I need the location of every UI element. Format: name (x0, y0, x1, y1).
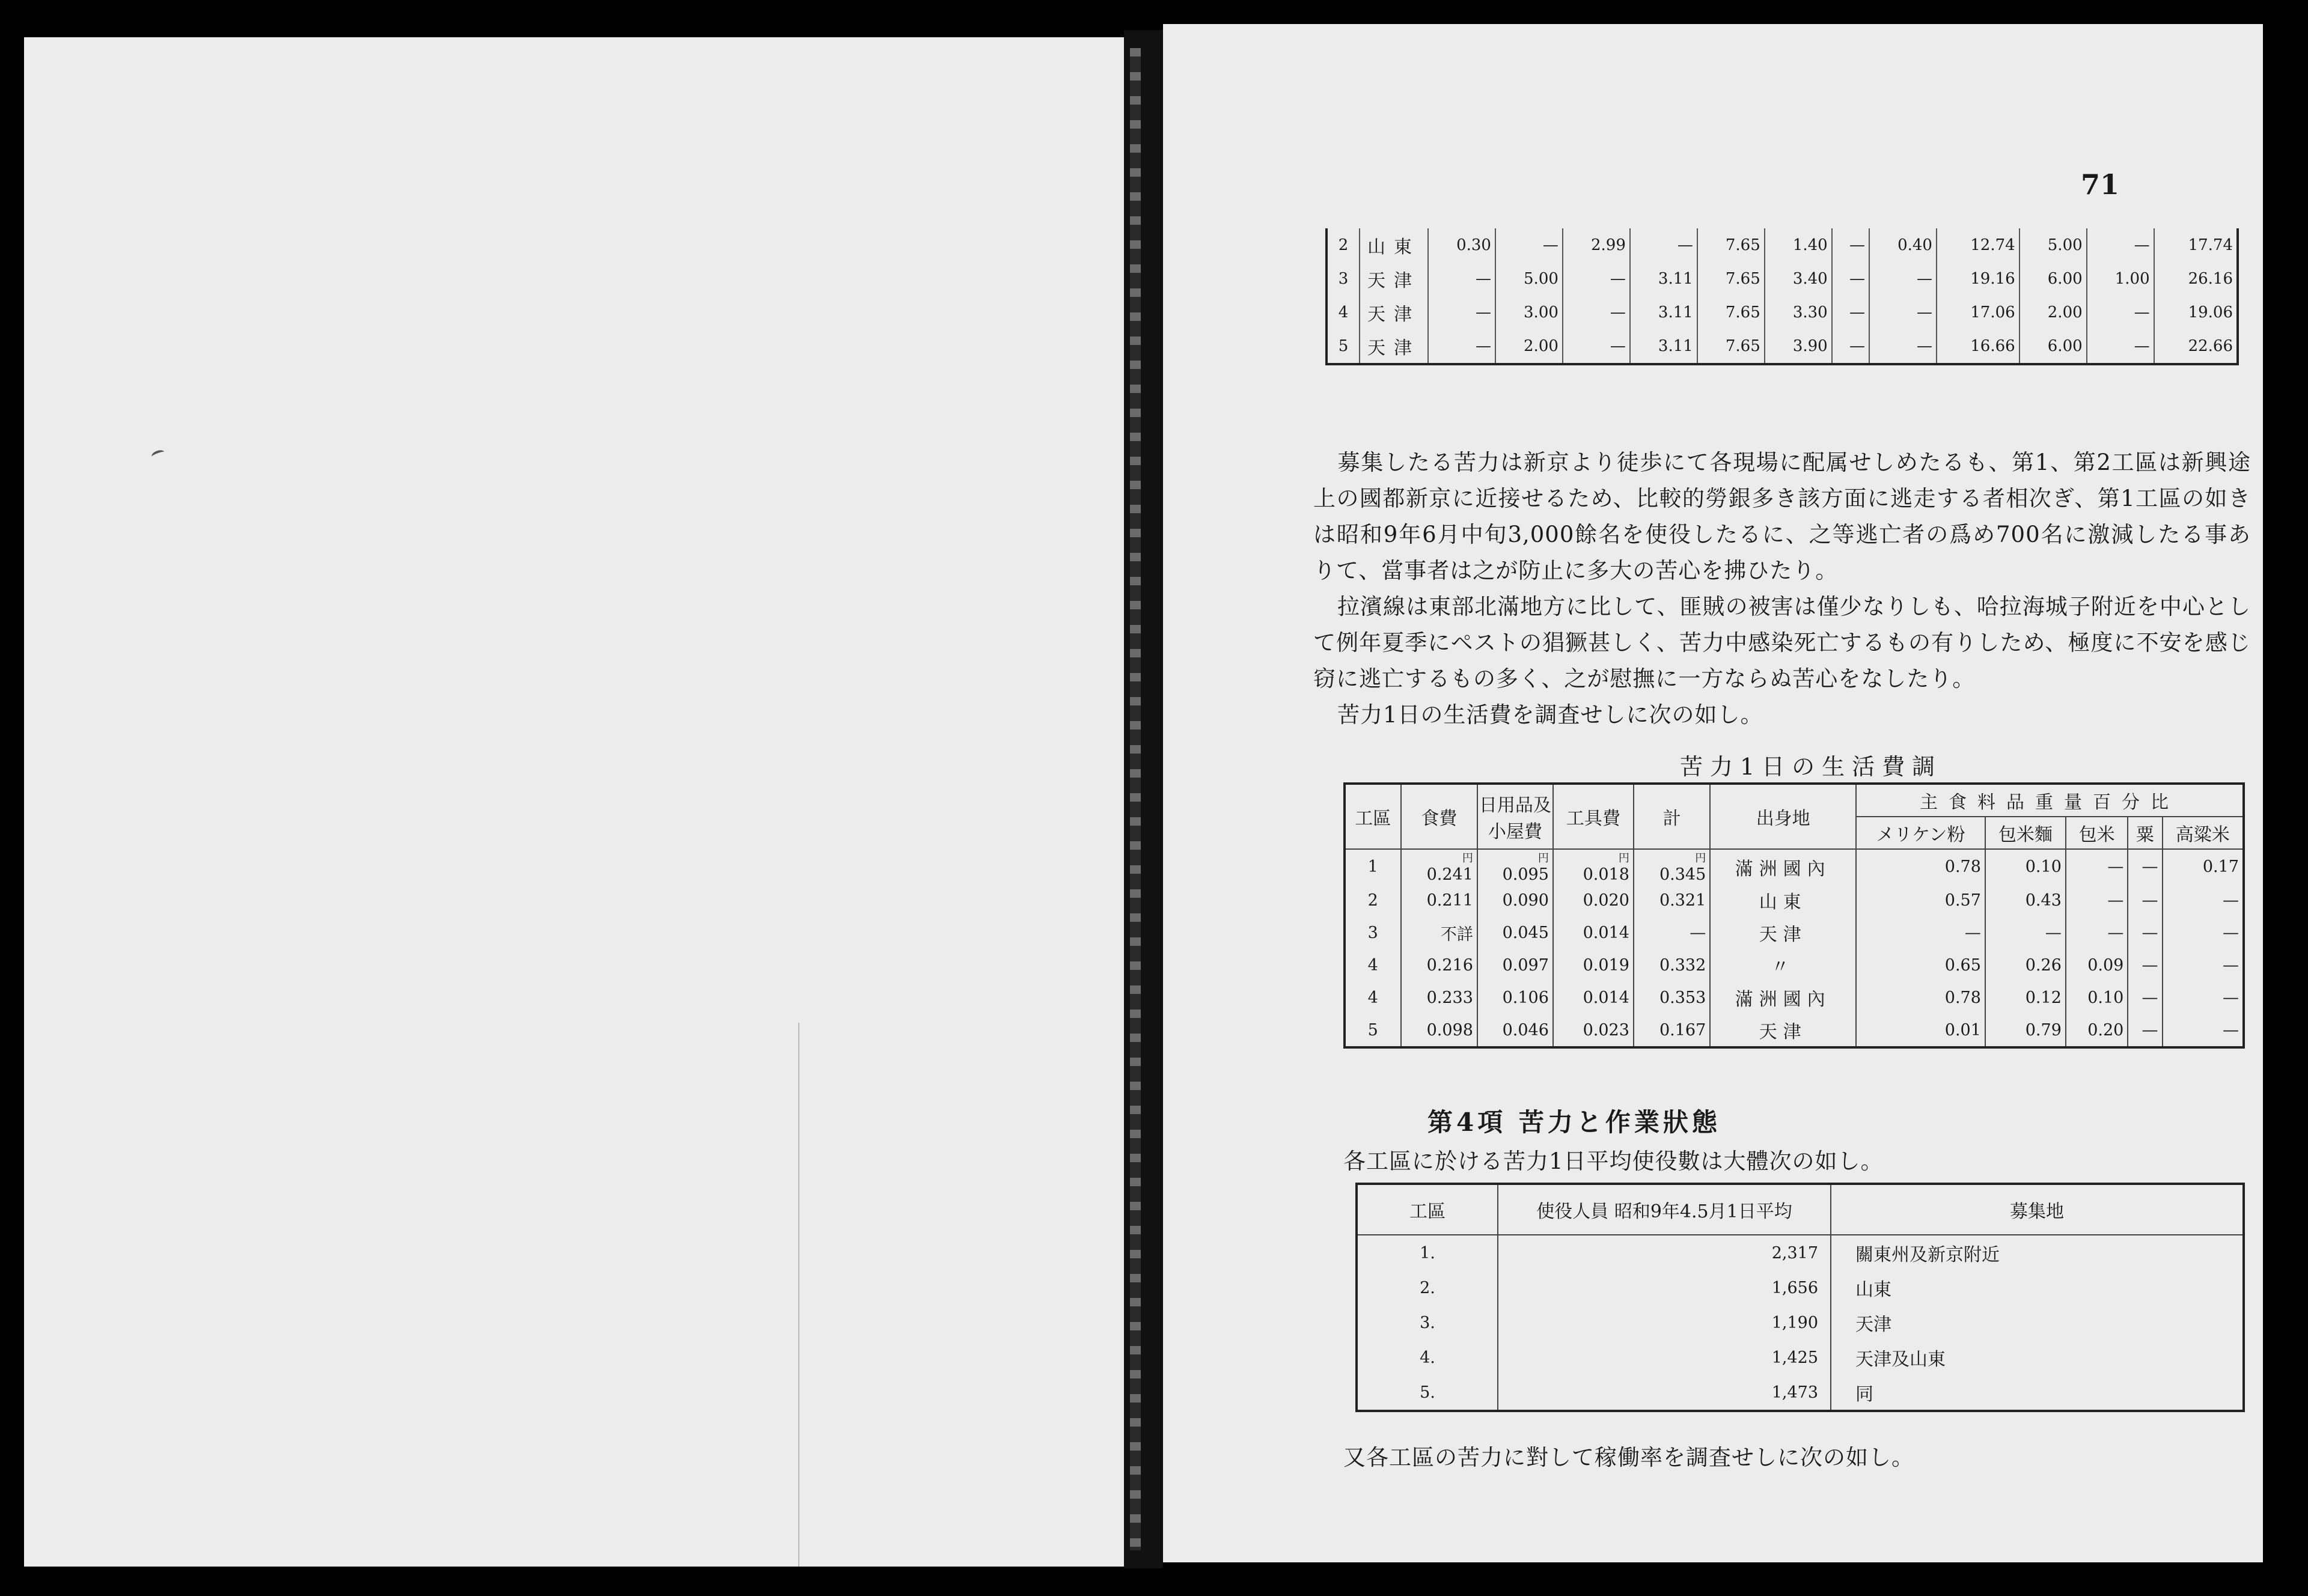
cell-food: 0.098 (1401, 1014, 1477, 1047)
table-cell: 26.16 (2154, 262, 2238, 296)
paragraph-utilization-intro: 又各工區の苦力に對して稼働率を調査せしに次の如し。 (1343, 1445, 1914, 1470)
table-cell: 5.00 (1495, 262, 1563, 296)
page-number: 71 (2081, 168, 2120, 201)
table-cell: 5 (1326, 329, 1360, 364)
cell-corn-flour: 0.26 (1985, 949, 2066, 981)
unit-label: 円 (1618, 852, 1629, 865)
cell-millet: — (2128, 981, 2162, 1014)
cell-food: 不詳 (1401, 916, 1477, 949)
cell-flour: 0.78 (1856, 981, 1985, 1014)
cell-daily: 0.090 (1477, 884, 1553, 916)
cell-flour: 0.01 (1856, 1014, 1985, 1047)
right-page (1163, 24, 2263, 1562)
cell-corn: 0.20 (2066, 1014, 2128, 1047)
table-cell: 3 (1326, 262, 1360, 296)
table-cell: 1.40 (1765, 228, 1832, 262)
cell-tool: 0.019 (1553, 949, 1634, 981)
table-cell: 山東 (1360, 228, 1428, 262)
binding-edge (1130, 48, 1141, 1550)
header-corn: 包米 (2066, 817, 2128, 849)
table-cell: 2.00 (2020, 296, 2087, 329)
cell-kaoliang: 0.17 (2163, 849, 2244, 884)
table-row (1345, 884, 2244, 916)
cell-ku: 3. (1357, 1305, 1498, 1340)
cell-place: 山東 (1831, 1270, 2244, 1305)
table-cell: — (1832, 296, 1869, 329)
cell-corn-flour: 0.43 (1985, 884, 2066, 916)
table-row (1357, 1375, 2244, 1411)
cell-ku: 4 (1345, 949, 1401, 981)
cell-kaoliang: — (2163, 884, 2244, 916)
cell-origin: 滿洲國內 (1710, 981, 1856, 1014)
header-main-food: 主食料品重量百分比 (1856, 784, 2244, 817)
table-cell: 3.90 (1765, 329, 1832, 364)
paragraph-living-cost-intro: 苦力1日の生活費を調査せしに次の如し。 (1337, 702, 1763, 728)
cell-corn-flour: 0.79 (1985, 1014, 2066, 1047)
table-cell: — (1563, 329, 1630, 364)
cell-daily (1477, 849, 1553, 884)
table-cell: 7.65 (1697, 228, 1765, 262)
table-row (1357, 1270, 2244, 1305)
cell-millet: — (2128, 1014, 2162, 1047)
table-cell: 天津 (1360, 262, 1428, 296)
header-corn-flour: 包米麵 (1985, 817, 2066, 849)
header-food: 食費 (1401, 784, 1477, 849)
cell-corn-flour: 0.12 (1985, 981, 2066, 1014)
table-cell: 2 (1326, 228, 1360, 262)
cell-place: 關東州及新京附近 (1831, 1235, 2244, 1270)
table-cell: 3.00 (1495, 296, 1563, 329)
header-place: 募集地 (1831, 1184, 2244, 1235)
cell-workers: 1,425 (1498, 1340, 1831, 1375)
cell-corn: — (2066, 884, 2128, 916)
cell-ku: 4 (1345, 981, 1401, 1014)
header-tool: 工具費 (1553, 784, 1634, 849)
table-cell: 3.40 (1765, 262, 1832, 296)
cell-place: 天津及山東 (1831, 1340, 2244, 1375)
table-cell: — (1428, 296, 1495, 329)
cell-food (1401, 849, 1477, 884)
table-row (1326, 262, 2238, 296)
cell-flour: 0.78 (1856, 849, 1985, 884)
cell-total: 0.332 (1634, 949, 1710, 981)
table-row (1345, 916, 2244, 949)
cell-corn: — (2066, 916, 2128, 949)
cell-value: 0.095 (1502, 865, 1549, 884)
cell-tool: 0.014 (1553, 916, 1634, 949)
cell-flour: 0.57 (1856, 884, 1985, 916)
cell-origin: 〃 (1710, 949, 1856, 981)
cell-origin: 滿洲國內 (1710, 849, 1856, 884)
cell-millet: — (2128, 949, 2162, 981)
table-row (1345, 1014, 2244, 1047)
table-row (1357, 1340, 2244, 1375)
cell-millet: — (2128, 916, 2162, 949)
table-cell: 1.00 (2087, 262, 2154, 296)
workers-table (1355, 1183, 2245, 1412)
table-cell: 6.00 (2020, 262, 2087, 296)
header-kaoliang: 高粱米 (2163, 817, 2244, 849)
cell-flour: — (1856, 916, 1985, 949)
table-cell: — (1495, 228, 1563, 262)
cell-ku: 2. (1357, 1270, 1498, 1305)
cell-daily: 0.046 (1477, 1014, 1553, 1047)
table-cell: 3.11 (1630, 296, 1697, 329)
table-cell: 6.00 (2020, 329, 2087, 364)
cell-daily: 0.045 (1477, 916, 1553, 949)
table-cell: 19.06 (2154, 296, 2238, 329)
unit-label: 円 (1695, 852, 1706, 865)
table-cell: — (1869, 329, 1937, 364)
pencil-mark (151, 449, 166, 460)
cell-workers: 2,317 (1498, 1235, 1831, 1270)
table-row (1345, 849, 2244, 884)
unit-label: 円 (1462, 852, 1473, 865)
cell-food: 0.216 (1401, 949, 1477, 981)
cell-millet: — (2128, 849, 2162, 884)
paragraph-workers-intro: 各工區に於ける苦力1日平均使役數は大體次の如し。 (1343, 1148, 1884, 1174)
cell-millet: — (2128, 884, 2162, 916)
table-cell: — (1832, 329, 1869, 364)
table-cell: 16.66 (1937, 329, 2020, 364)
paragraph-plague: 拉濱線は東部北滿地方に比して、匪賊の被害は僅少なりしも、哈拉海城子附近を中心として例年夏季にペストの猖獗甚しく、苦力中感染死亡するもの有りしため、極度に不安を感じ窃に逃亡するもの多く、之が慰撫に一方ならぬ苦心をなしたり。 (1313, 594, 2251, 692)
table-cell: — (1832, 228, 1869, 262)
table-cell: — (2087, 228, 2154, 262)
table-row (1357, 1305, 2244, 1340)
cell-value: 0.345 (1659, 865, 1706, 884)
cell-corn: 0.10 (2066, 981, 2128, 1014)
cell-origin: 天津 (1710, 1014, 1856, 1047)
table-cell: — (1869, 296, 1937, 329)
table-cell: — (1630, 228, 1697, 262)
table-cell: 3.11 (1630, 329, 1697, 364)
cell-tool: 0.023 (1553, 1014, 1634, 1047)
table-row (1345, 949, 2244, 981)
cell-ku: 3 (1345, 916, 1401, 949)
cell-daily: 0.097 (1477, 949, 1553, 981)
table-cell: 3.30 (1765, 296, 1832, 329)
table-cell: 2.99 (1563, 228, 1630, 262)
header-millet: 粟 (2128, 817, 2162, 849)
wage-table-continued (1325, 228, 2239, 365)
cell-value: 0.241 (1426, 865, 1473, 884)
cell-ku: 1. (1357, 1235, 1498, 1270)
section-heading: 第4項 苦力と作業狀態 (1427, 1107, 1721, 1137)
header-ku: 工區 (1357, 1184, 1498, 1235)
cell-origin: 山東 (1710, 884, 1856, 916)
table-row (1326, 296, 2238, 329)
cell-kaoliang: — (2163, 981, 2244, 1014)
table-cell: 7.65 (1697, 296, 1765, 329)
table-cell: 0.30 (1428, 228, 1495, 262)
cell-corn: 0.09 (2066, 949, 2128, 981)
cell-food: 0.233 (1401, 981, 1477, 1014)
living-cost-table (1343, 782, 2245, 1049)
cell-ku: 5. (1357, 1375, 1498, 1411)
cell-total: 0.321 (1634, 884, 1710, 916)
table-cell: — (1428, 329, 1495, 364)
cell-corn-flour: 0.10 (1985, 849, 2066, 884)
left-page (24, 37, 1124, 1567)
header-total: 計 (1634, 784, 1710, 849)
table-cell: 7.65 (1697, 262, 1765, 296)
cell-ku: 1 (1345, 849, 1401, 884)
cell-tool (1553, 849, 1634, 884)
cell-flour: 0.65 (1856, 949, 1985, 981)
cell-total: — (1634, 916, 1710, 949)
table-cell: 4 (1326, 296, 1360, 329)
living-cost-table-title: 苦力1日の生活費調 (1680, 754, 1943, 780)
table-cell: 2.00 (1495, 329, 1563, 364)
paragraph-recruitment: 募集したる苦力は新京より徒歩にて各現場に配属せしめたるも、第1、第2工區は新興途上の國都新京に近接せるため、比較的勞銀多き該方面に逃走する者相次ぎ、第1工區の如きは昭和9年6月中旬3,000餘名を使役したるに、之等逃亡者の爲め700名に激減したる事ありて、當事者は之が防止に多大の苦心を拂ひたり。 (1313, 449, 2251, 583)
table-row (1357, 1235, 2244, 1270)
cell-kaoliang: — (2163, 916, 2244, 949)
table-cell: 17.74 (2154, 228, 2238, 262)
table-cell: — (1563, 296, 1630, 329)
table-cell: 22.66 (2154, 329, 2238, 364)
cell-workers: 1,190 (1498, 1305, 1831, 1340)
cell-kaoliang: — (2163, 949, 2244, 981)
cell-ku: 2 (1345, 884, 1401, 916)
table-row (1326, 329, 2238, 364)
cell-workers: 1,473 (1498, 1375, 1831, 1411)
table-cell: — (2087, 296, 2154, 329)
cell-tool: 0.014 (1553, 981, 1634, 1014)
cell-place: 天津 (1831, 1305, 2244, 1340)
cell-origin: 天津 (1710, 916, 1856, 949)
cell-ku: 4. (1357, 1340, 1498, 1375)
header-ku: 工區 (1345, 784, 1401, 849)
table-cell: 5.00 (2020, 228, 2087, 262)
table-cell: — (1428, 262, 1495, 296)
header-flour: メリケン粉 (1856, 817, 1985, 849)
cell-kaoliang: — (2163, 1014, 2244, 1047)
table-cell: 12.74 (1937, 228, 2020, 262)
header-workers: 使役人員 昭和9年4.5月1日平均 (1498, 1184, 1831, 1235)
table-cell: 19.16 (1937, 262, 2020, 296)
table-cell: 天津 (1360, 296, 1428, 329)
header-origin: 出身地 (1710, 784, 1856, 849)
table-cell: 0.40 (1869, 228, 1937, 262)
unit-label: 円 (1537, 852, 1549, 865)
cell-corn: — (2066, 849, 2128, 884)
cell-value: 0.018 (1583, 865, 1629, 884)
cell-total (1634, 849, 1710, 884)
table-cell: 天津 (1360, 329, 1428, 364)
table-row (1326, 228, 2238, 262)
cell-workers: 1,656 (1498, 1270, 1831, 1305)
table-row (1345, 981, 2244, 1014)
cell-daily: 0.106 (1477, 981, 1553, 1014)
fold-line (798, 1023, 799, 1567)
header-daily: 日用品及小屋費 (1477, 784, 1553, 849)
cell-ku: 5 (1345, 1014, 1401, 1047)
table-cell: — (2087, 329, 2154, 364)
table-cell: — (1563, 262, 1630, 296)
table-cell: — (1869, 262, 1937, 296)
table-cell: — (1832, 262, 1869, 296)
cell-food: 0.211 (1401, 884, 1477, 916)
table-cell: 17.06 (1937, 296, 2020, 329)
table-cell: 7.65 (1697, 329, 1765, 364)
cell-total: 0.353 (1634, 981, 1710, 1014)
cell-place: 同 (1831, 1375, 2244, 1411)
cell-corn-flour: — (1985, 916, 2066, 949)
cell-total: 0.167 (1634, 1014, 1710, 1047)
table-cell: 3.11 (1630, 262, 1697, 296)
cell-tool: 0.020 (1553, 884, 1634, 916)
